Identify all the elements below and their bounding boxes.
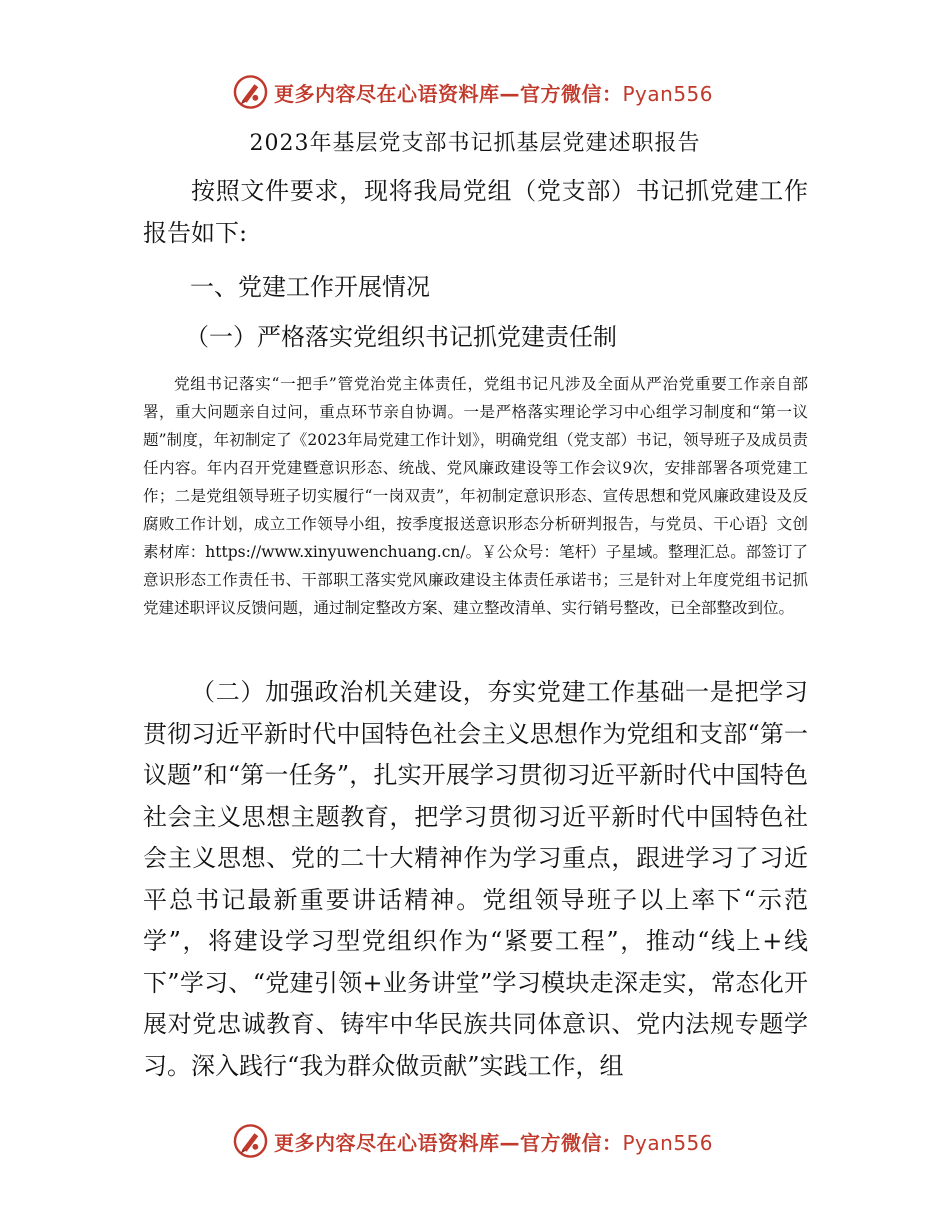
- subsection-heading-1: （一）严格落实党组织书记抓党建责任制: [185, 323, 617, 351]
- watermark-banner-top: [233, 72, 713, 112]
- subsection-2-body: （二）加强政治机关建设，夯实党建工作基础一是把学习贯彻习近平新时代中国特色社会主义思想作为党组和支部“第一议题”和“第一任务”，扎实开展学习贯彻习近平新时代中国特色社会主义思想主题教育，把学习贯彻习近平新时代中国特色社会主义思想、党的二十大精神作为学习重点，跟进学习了习近平总书记最新重要讲话精神。党组领导班子以上率下“示范学”，将建设学习型党组织作为“紧要工程”，推动“线上+线下”学习、“党建引领+业务讲堂”学习模块走深走实，常态化开展对党忠诚教育、铸牢中华民族共同体意识、党内法规专题学习。深入践行“我为群众做贡献”实践工作，组: [143, 678, 808, 1080]
- pen-logo-icon: [233, 1123, 268, 1159]
- pen-logo-icon: [233, 74, 268, 110]
- document-title: 2023年基层党支部书记抓基层党建述职报告: [249, 131, 701, 156]
- intro-paragraph: 按照文件要求，现将我局党组（党支部）书记抓党建工作报告如下:: [143, 177, 808, 247]
- section-heading-1: 一、党建工作开展情况: [190, 273, 430, 301]
- subsection-1-body: 党组书记落实“一把手”管党治党主体责任，党组书记凡涉及全面从严治党重要工作亲自部署，重大问题亲自过问，重点环节亲自协调。一是严格落实理论学习中心组学习制度和“第一议题”制度，年初制定了《2023年局党建工作计划》，明确党组（党支部）书记，领导班子及成员责任内容。年内召开党建暨意识形态、统战、党风廉政建设等工作会议9次，安排部署各项党建工作；二是党组领导班子切实履行“一岗双责”，年初制定意识形态、宣传思想和党风廉政建设及反腐败工作计划，成立工作领导小组，按季度报送意识形态分析研判报告，与党员、干心语｝文创素材库：https://www.xinyuwenchuang.cn/。￥公众号：笔杆）子星域。整理汇总。部签订了意识形态工作责任书、干部职工落实党风廉政建设主体责任承诺书；三是针对上年度党组书记抓党建述职评议反馈问题，通过制定整改方案、建立整改清单、实行销号整改，已全部整改到位。: [143, 375, 808, 617]
- watermark-banner-bottom: [233, 1121, 713, 1161]
- banner-text: 更多内容尽在心语资料库—官方微信：Pyan556: [273, 1130, 713, 1155]
- banner-text: 更多内容尽在心语资料库—官方微信：Pyan556: [273, 81, 713, 106]
